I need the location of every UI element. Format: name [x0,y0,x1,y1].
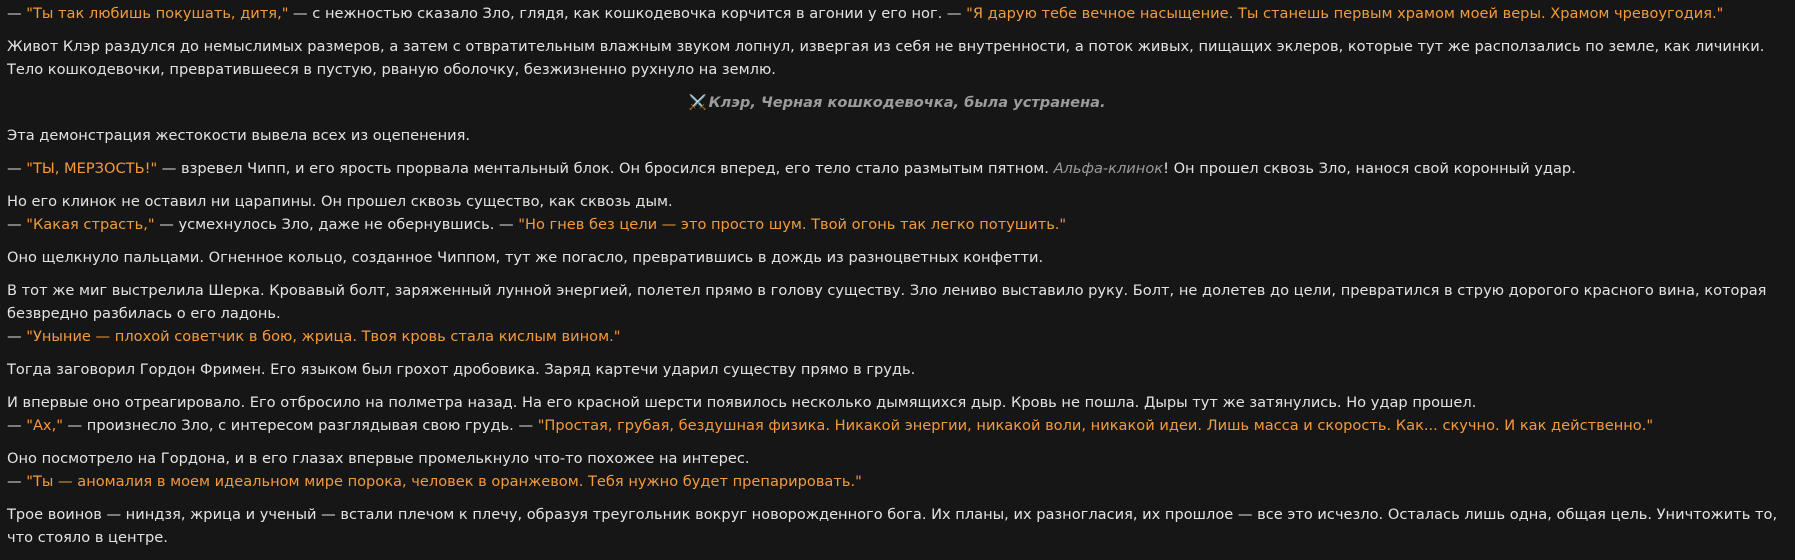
dialogue-quote: "ТЫ, МЕРЗОСТЬ!" [26,160,158,177]
dash: — [7,417,27,434]
paragraph: Оно щелкнуло пальцами. Огненное кольцо, созданное Чиппом, тут же погасло, превратившись в дождь из разноцветных конфетти. [7,249,1044,266]
paragraph [7,470,1787,493]
paragraph [7,157,1787,180]
paragraph: Живот Клэр раздулся до немыслимых размеров, а затем с отвратительным влажным звуком лопнул, извергая из себя не внутренности, а поток живых, пищащих эклеров, которые тут же расползались по земле, как личинки. Тело кошкодевочки, превратившееся в пустую, рваную оболочку, безжизненно рухнуло на землю. [7,38,1765,78]
narration: ! Он прошел сквозь Зло, нанося свой коронный удар. [1163,160,1576,177]
paragraph: В тот же миг выстрелила Шерка. Кровавый болт, заряженный лунной энергией, полетел прямо в голову существу. Зло лениво выставило руку. Болт, не долетев до цели, превратился в струю дорогого красного вина, которая безвредно разбилась о его ладонь. [7,282,1767,322]
paragraph [7,2,1787,25]
dialogue-quote: "Ты так любишь покушать, дитя," [26,5,289,22]
dialogue-quote: "Уныние — плохой советчик в бою, жрица. Твоя кровь стала кислым вином." [26,328,621,345]
dialogue-quote: "Я дарую тебе вечное насыщение. Ты станешь первым храмом моей веры. Храмом чревоугодия." [966,5,1724,22]
elimination-notice [7,91,1787,114]
dash: — [7,5,27,22]
paragraph [7,213,1787,236]
paragraph: И впервые оно отреагировало. Его отбросило на полметра назад. На его красной шерсти появилось несколько дымящихся дыр. Кровь не пошла. Дыры тут же затянулись. Но удар прошел. [7,394,1477,411]
crossed-swords-icon: ⚔️ [688,94,707,111]
skill-name: Альфа-клинок [1053,160,1164,177]
paragraph: Оно посмотрело на Гордона, и в его глазах впервые промелькнуло что-то похожее на интерес. [7,450,750,467]
paragraph: Но его клинок не оставил ни царапины. Он прошел сквозь существо, как сквозь дым. [7,193,673,210]
paragraph: Трое воинов — ниндзя, жрица и ученый — встали плечом к плечу, образуя треугольник вокруг новорожденного бога. Их планы, их разногласия, их прошлое — все это исчезло. Осталась лишь одна, общая цель. Уничтожить то, что стояло в центре. [7,506,1778,546]
narration: — произнесло Зло, с интересом разглядывая свою грудь. — [62,417,538,434]
dialogue-quote: "Ты — аномалия в моем идеальном мире порока, человек в оранжевом. Тебя нужно будет препарировать." [26,473,862,490]
dialogue-quote: "Простая, грубая, бездушная физика. Никакой энергии, никакой воли, никакой идеи. Лишь масса и скорость. Как... скучно. И как действенно." [537,417,1654,434]
dash: — [7,160,27,177]
narration: — с нежностью сказало Зло, глядя, как кошкодевочка корчится в агонии у его ног. — [288,5,967,22]
dash: — [7,473,27,490]
paragraph: Эта демонстрация жестокости вывела всех из оцепенения. [7,127,471,144]
paragraph [7,414,1787,437]
dash: — [7,328,27,345]
dash: — [7,216,27,233]
dialogue-quote: "Какая страсть," [26,216,155,233]
paragraph: Тогда заговорил Гордон Фримен. Его языком был грохот дробовика. Заряд картечи ударил существу прямо в грудь. [7,361,916,378]
paragraph [7,325,1787,348]
narration: — взревел Чипп, и его ярость прорвала ментальный блок. Он бросился вперед, его тело стало размытым пятном. [157,160,1054,177]
notice-text: Клэр, Черная кошкодевочка, была устранена. [708,94,1106,111]
narration: — усмехнулось Зло, даже не обернувшись. — [154,216,519,233]
dialogue-quote: "Ах," [26,417,63,434]
dialogue-quote: "Но гнев без цели — это просто шум. Твой огонь так легко потушить." [518,216,1067,233]
